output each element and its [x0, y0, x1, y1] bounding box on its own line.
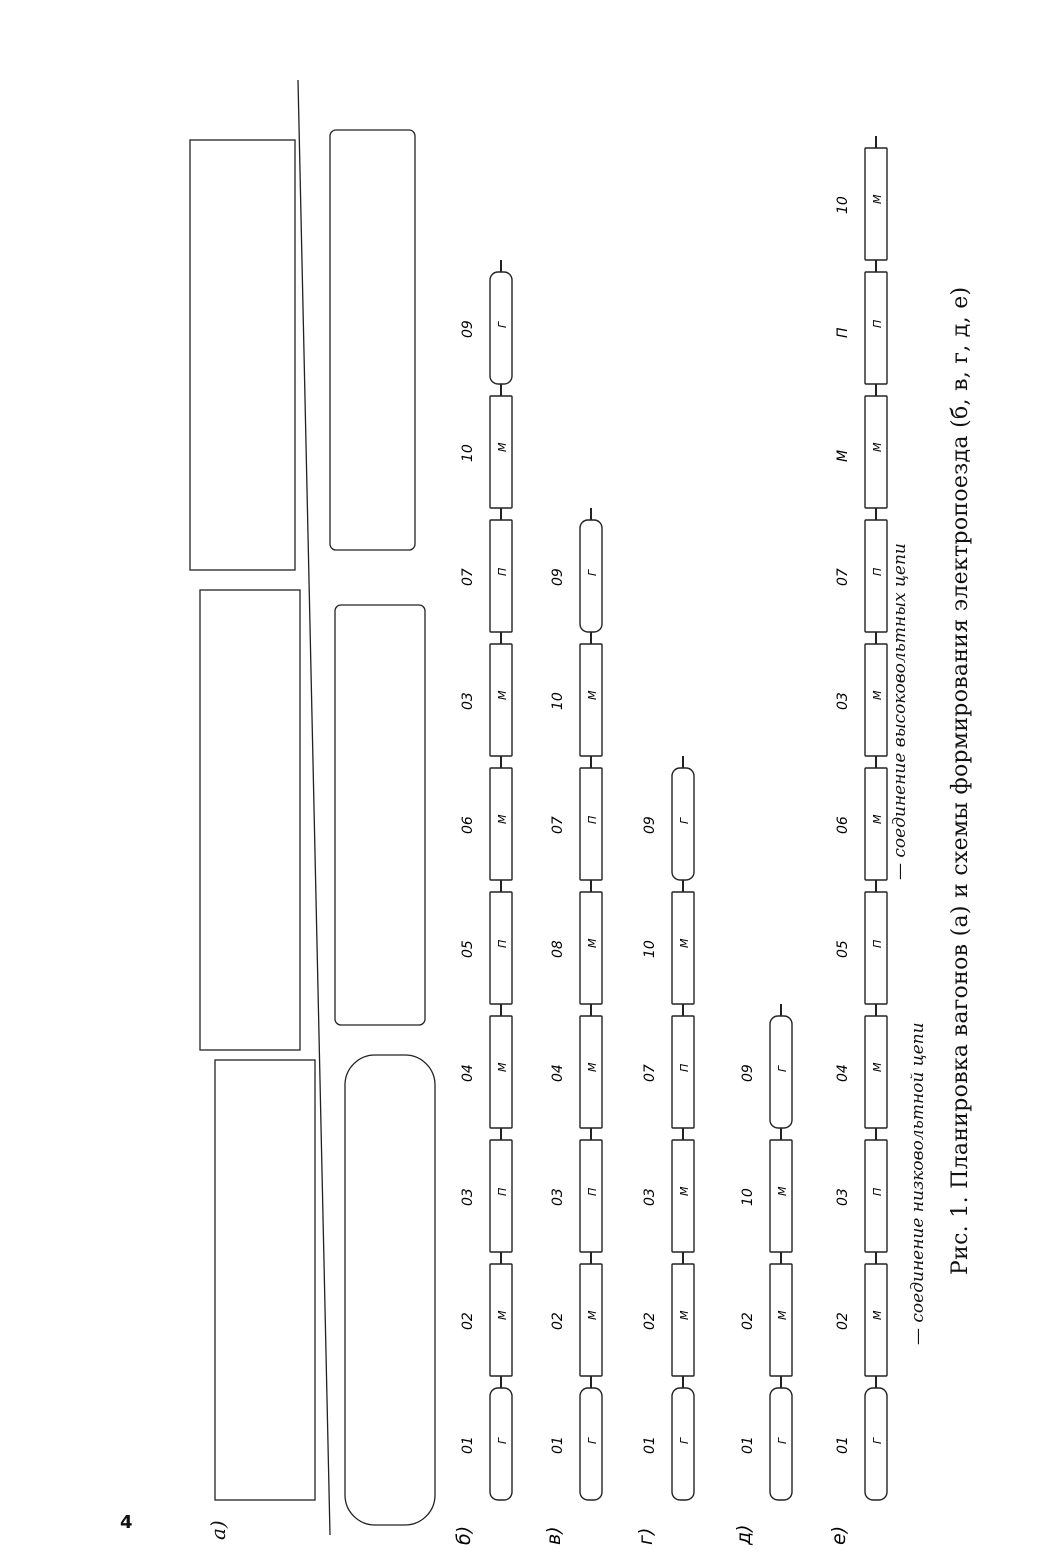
car-number: 09 — [460, 320, 476, 338]
formation-car — [642, 1128, 694, 1252]
formation-car — [550, 1004, 602, 1128]
formation-car — [460, 1004, 512, 1128]
formation-car — [740, 1376, 792, 1500]
car-number: 07 — [642, 1064, 658, 1082]
formation-car — [835, 632, 887, 756]
car-letter: М — [496, 1062, 509, 1072]
car-number: 05 — [835, 940, 851, 958]
car-number: 02 — [740, 1312, 756, 1330]
formation-car — [550, 508, 602, 632]
car-number: 09 — [550, 568, 566, 586]
formation-car — [550, 880, 602, 1004]
car-letter: М — [871, 814, 884, 824]
formation-car — [835, 136, 887, 260]
car-number: 05 — [460, 940, 476, 958]
formation-car — [740, 1252, 792, 1376]
panel-label: е) — [828, 1525, 850, 1545]
formation-car — [460, 756, 512, 880]
car-letter: М — [776, 1310, 789, 1320]
car-letter: М — [871, 1062, 884, 1072]
car-letter: П — [496, 567, 509, 576]
car-letter: Г — [586, 1437, 599, 1444]
formation-car — [550, 632, 602, 756]
formation-car — [642, 1376, 694, 1500]
car-number: 10 — [740, 1188, 756, 1206]
formation-car — [460, 1252, 512, 1376]
car-number: 08 — [550, 940, 566, 958]
formation-car — [835, 880, 887, 1004]
formation-car — [550, 1128, 602, 1252]
car-number: 07 — [835, 568, 851, 586]
car-letter: П — [586, 815, 599, 824]
car-letter: М — [496, 442, 509, 452]
car-number: 03 — [460, 1188, 476, 1206]
formation-car — [460, 260, 512, 384]
panel-label: г) — [635, 1527, 657, 1545]
car-number: 09 — [740, 1064, 756, 1082]
formation-car — [460, 880, 512, 1004]
panel-label-a: а) — [206, 1520, 230, 1540]
car-letter: П — [496, 939, 509, 948]
car-number: 03 — [642, 1188, 658, 1206]
car-letter: М — [496, 1310, 509, 1320]
formation-car — [550, 1376, 602, 1500]
formation-car — [642, 1252, 694, 1376]
car-number: 09 — [642, 816, 658, 834]
formation-car — [550, 756, 602, 880]
car-number: П — [835, 327, 851, 338]
car-letter: Г — [496, 1437, 509, 1444]
formation-car — [835, 756, 887, 880]
car-letter: М — [586, 1062, 599, 1072]
car-letter: М — [496, 690, 509, 700]
formation-car — [460, 1128, 512, 1252]
car-letter: М — [871, 1310, 884, 1320]
car-letter: М — [678, 1186, 691, 1196]
car-letter: Г — [496, 321, 509, 328]
car-number: 02 — [460, 1312, 476, 1330]
car-number: 03 — [550, 1188, 566, 1206]
car-number: 04 — [460, 1064, 476, 1082]
car-letter: Г — [586, 569, 599, 576]
formation-car — [740, 1004, 792, 1128]
formation-car — [835, 384, 887, 508]
formation-car — [740, 1128, 792, 1252]
formation-car — [642, 880, 694, 1004]
panel-label: в) — [543, 1526, 565, 1545]
car-number: 07 — [460, 568, 476, 586]
car-letter: Г — [678, 1437, 691, 1444]
formation-car — [835, 508, 887, 632]
car-letter: М — [871, 442, 884, 452]
car-letter: П — [871, 319, 884, 328]
car-letter: М — [678, 938, 691, 948]
legend-high-voltage: — соединение высоковольтных цепи — [890, 543, 910, 880]
car-number: 10 — [460, 444, 476, 462]
car-number: 02 — [550, 1312, 566, 1330]
car-letter: М — [871, 194, 884, 204]
car-letter: Г — [776, 1437, 789, 1444]
car-number: 03 — [835, 1188, 851, 1206]
car-letter: П — [496, 1187, 509, 1196]
car-number: 01 — [460, 1436, 476, 1454]
car-number: 04 — [835, 1064, 851, 1082]
car-letter: М — [586, 690, 599, 700]
figure-caption: Рис. 1. Планировка вагонов (а) и схемы формирования электропоезда (б, в, г, д, е) — [948, 286, 973, 1275]
car-letter: П — [871, 939, 884, 948]
formation-car — [460, 1376, 512, 1500]
formation-car — [460, 632, 512, 756]
car-number: 06 — [460, 816, 476, 834]
formation-car — [835, 1004, 887, 1128]
car-number: 07 — [550, 816, 566, 834]
formation-car — [460, 384, 512, 508]
car-letter: М — [586, 938, 599, 948]
car-letter: Г — [678, 817, 691, 824]
formation-car — [460, 508, 512, 632]
legend-low-voltage: — соединение низковольтной цепи — [908, 1022, 928, 1345]
car-number: 03 — [835, 692, 851, 710]
car-number: 02 — [642, 1312, 658, 1330]
car-letter: Г — [776, 1065, 789, 1072]
car-number: 10 — [642, 940, 658, 958]
car-number: 06 — [835, 816, 851, 834]
formation-car — [835, 260, 887, 384]
formation-car — [835, 1128, 887, 1252]
car-number: 01 — [740, 1436, 756, 1454]
formation-car — [835, 1252, 887, 1376]
panel-label: б) — [453, 1525, 475, 1545]
car-letter: М — [871, 690, 884, 700]
car-number: 03 — [460, 692, 476, 710]
formation-car — [835, 1376, 887, 1500]
car-letter: П — [871, 567, 884, 576]
car-number: М — [835, 449, 851, 462]
panel-label: д) — [733, 1524, 755, 1545]
car-letter: М — [776, 1186, 789, 1196]
formation-car — [642, 756, 694, 880]
car-letter: М — [496, 814, 509, 824]
car-letter: П — [586, 1187, 599, 1196]
car-number: 01 — [835, 1436, 851, 1454]
formation-car — [642, 1004, 694, 1128]
page-number: 4 — [120, 1512, 133, 1533]
car-number: 04 — [550, 1064, 566, 1082]
car-number: 01 — [642, 1436, 658, 1454]
car-number: 01 — [550, 1436, 566, 1454]
car-number: 02 — [835, 1312, 851, 1330]
car-number: 10 — [835, 196, 851, 214]
car-letter: Г — [871, 1437, 884, 1444]
car-letter: М — [586, 1310, 599, 1320]
formation-car — [550, 1252, 602, 1376]
car-letter: П — [871, 1187, 884, 1196]
car-letter: П — [678, 1063, 691, 1072]
car-number: 10 — [550, 692, 566, 710]
car-letter: М — [678, 1310, 691, 1320]
